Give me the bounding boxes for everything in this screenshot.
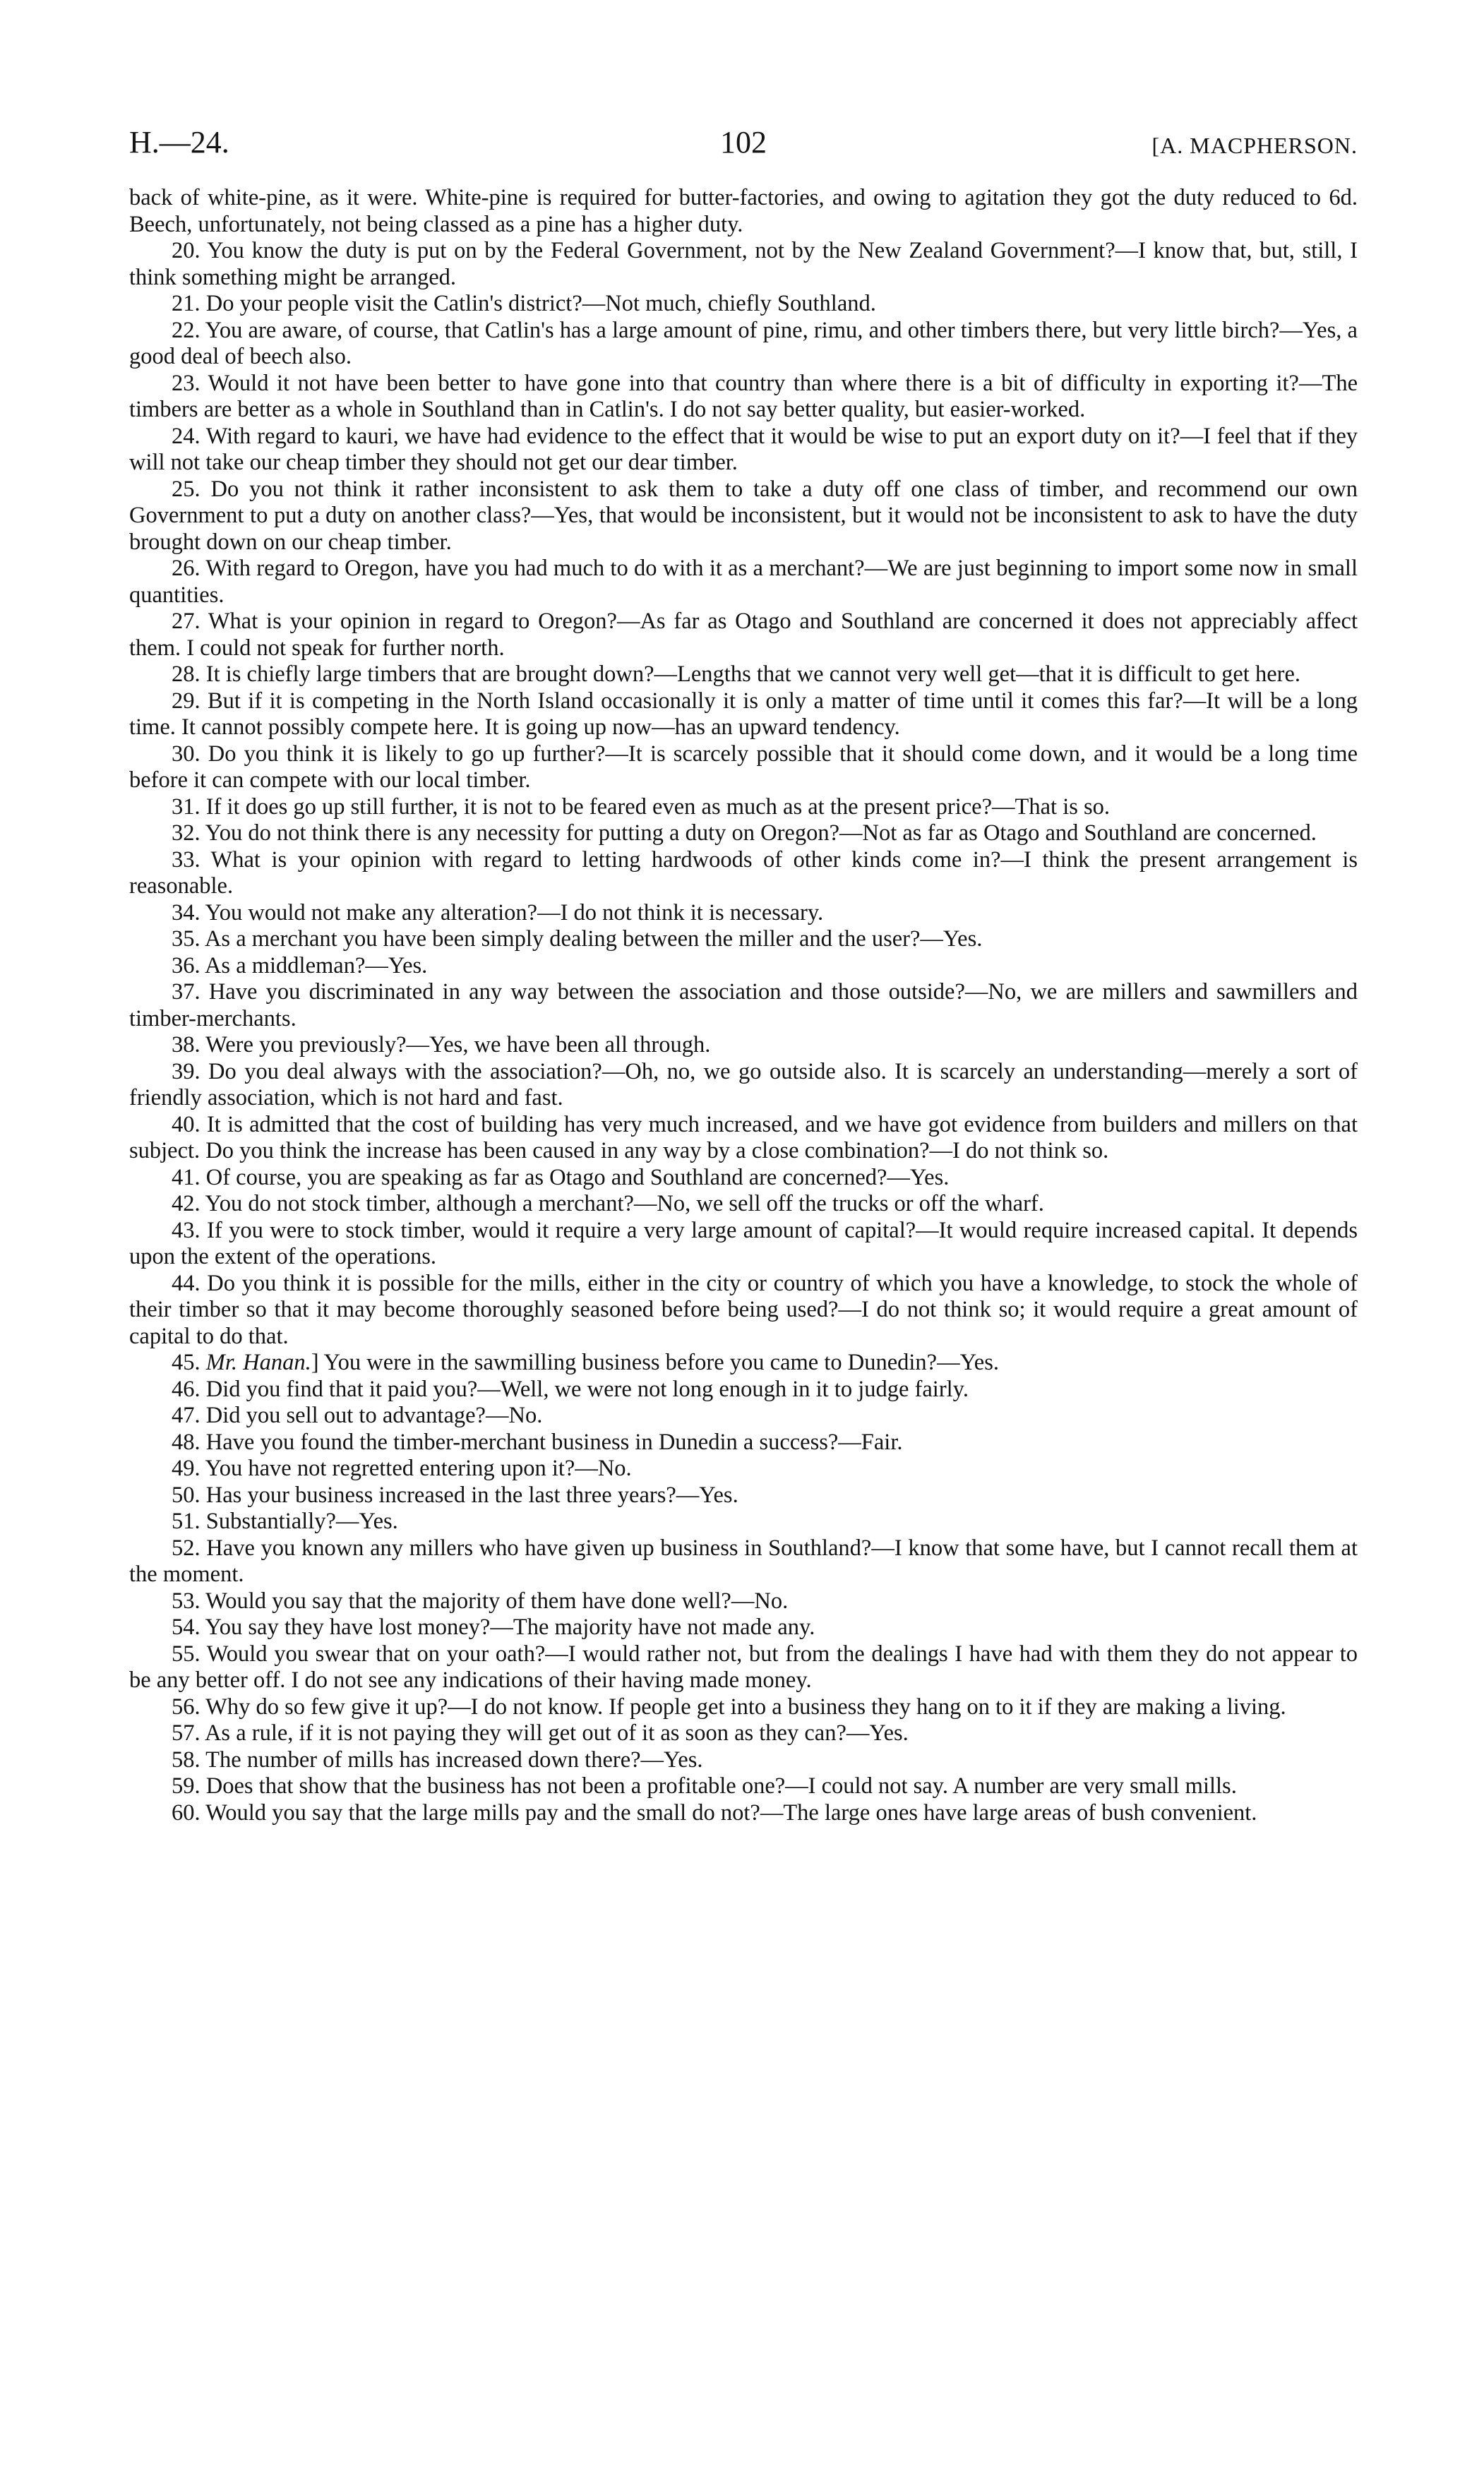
paragraph: 36. As a middleman?—Yes. [172, 952, 428, 978]
paragraph: 32. You do not think there is any necessity for putting a duty on Oregon?—Not as far as Otago and Southland are concerned. [172, 820, 1317, 846]
paragraph: 25. Do you not think it rather inconsistent to ask them to take a duty off one class of timber, and recommend our own Government to put a duty on another class?—Yes, that would be inconsistent, but it would not be inconsistent to ask to have the duty brought down on our cheap timber. [129, 476, 1358, 555]
paragraph: 46. Did you find that it paid you?—Well, we were not long enough in it to judge fairly. [172, 1376, 969, 1402]
paragraph: 56. Why do so few give it up?—I do not know. If people get into a business they hang on to it if they are making a living. [172, 1694, 1286, 1720]
paragraph: 52. Have you known any millers who have given up business in Southland?—I know that some have, but I cannot recall them at the moment. [129, 1535, 1358, 1587]
paragraph: 21. Do your people visit the Catlin's district?—Not much, chiefly Southland. [172, 291, 876, 316]
paragraph: 20. You know the duty is put on by the Federal Government, not by the New Zealand Government?—I know that, but, still, I think something might be arranged. [129, 238, 1358, 290]
paragraph: back of white-pine, as it were. White-pine is required for butter-factories, and owing to agitation they got the duty reduced to 6d. Beech, unfortunately, not being classed as a pine has a higher duty. [129, 185, 1358, 237]
paragraph: 47. Did you sell out to advantage?—No. [172, 1403, 543, 1428]
paragraph: 22. You are aware, of course, that Catlin's has a large amount of pine, rimu, and other timbers there, but very little birch?—Yes, a good deal of beech also. [129, 317, 1358, 369]
paragraph: 50. Has your business increased in the last three years?—Yes. [172, 1482, 738, 1508]
paragraph: 33. What is your opinion with regard to letting hardwoods of other kinds come in?—I think the present arrangement is reasonable. [129, 846, 1358, 899]
paragraph: 39. Do you deal always with the association?—Oh, no, we go outside also. It is scarcely an understanding—merely a sort of friendly association, which is not hard and fast. [129, 1058, 1358, 1110]
paragraph: 43. If you were to stock timber, would it require a very large amount of capital?—It would require increased capital. It depends upon the extent of the operations. [129, 1217, 1358, 1269]
paragraph: 27. What is your opinion in regard to Oregon?—As far as Otago and Southland are concerned it does not appreciably affect them. I could not speak for further north. [129, 609, 1358, 661]
speaker-name: Mr. Hanan. [205, 1350, 311, 1375]
document-reference: H.—24. [129, 125, 229, 160]
paragraph: 53. Would you say that the majority of them have done well?—No. [172, 1588, 789, 1614]
paragraph: 55. Would you swear that on your oath?—I would rather not, but from the dealings I have had with them they do not appear to be any better off. I do not see any indications of their having made money. [129, 1641, 1358, 1693]
witness-name: [A. MACPHERSON. [1151, 133, 1358, 158]
paragraph: 29. But if it is competing in the North Island occasionally it is only a matter of time until it comes this far?—It will be a long time. It cannot possibly compete here. It is going up now—has an upward tendency. [129, 688, 1358, 740]
paragraph: 48. Have you found the timber-merchant business in Dunedin a success?—Fair. [172, 1429, 903, 1455]
paragraph: 34. You would not make any alteration?—I do not think it is necessary. [172, 899, 824, 926]
paragraph: 23. Would it not have been better to have gone into that country than where there is a bit of difficulty in exporting it?—The timbers are better as a whole in Southland than in Catlin's. I do not say better quality, but easier-worked. [129, 370, 1358, 422]
paragraph-text: ] You were in the sawmilling business before you came to Dunedin?—Yes. [311, 1350, 999, 1375]
page-number: 102 [720, 125, 767, 160]
document-page [129, 120, 1358, 1826]
paragraph: 51. Substantially?—Yes. [172, 1509, 398, 1534]
paragraph: 54. You say they have lost money?—The majority have not made any. [172, 1615, 815, 1640]
question-number: 45. [172, 1350, 201, 1375]
paragraph: 57. As a rule, if it is not paying they will get out of it as soon as they can?—Yes. [172, 1720, 909, 1746]
paragraph: 30. Do you think it is likely to go up further?—It is scarcely possible that it should come down, and it would be a long time before it can compete with our local timber. [129, 741, 1358, 793]
paragraph-speaker-change [129, 1350, 1358, 1377]
paragraph: 42. You do not stock timber, although a merchant?—No, we sell off the trucks or off the wharf. [172, 1191, 1044, 1216]
paragraph: 59. Does that show that the business has not been a profitable one?—I could not say. A number are very small mills. [172, 1773, 1237, 1799]
paragraph: 58. The number of mills has increased down there?—Yes. [172, 1747, 703, 1773]
paragraph: 40. It is admitted that the cost of building has very much increased, and we have got evidence from builders and millers on that subject. Do you think the increase has been caused in any way by a close combination?—I do not think so. [129, 1111, 1358, 1163]
paragraph: 28. It is chiefly large timbers that are brought down?—Lengths that we cannot very well get—that it is difficult to get here. [172, 661, 1300, 687]
paragraph: 41. Of course, you are speaking as far as Otago and Southland are concerned?—Yes. [172, 1164, 950, 1190]
paragraph: 49. You have not regretted entering upon it?—No. [172, 1456, 632, 1481]
paragraph: 37. Have you discriminated in any way between the association and those outside?—No, we are millers and sawmillers and timber-merchants. [129, 979, 1358, 1031]
paragraph: 60. Would you say that the large mills pay and the small do not?—The large ones have large areas of bush convenient. [172, 1799, 1257, 1826]
evidence-text [129, 185, 1358, 1826]
paragraph: 26. With regard to Oregon, have you had much to do with it as a merchant?—We are just beginning to import some now in small quantities. [129, 556, 1358, 608]
paragraph: 35. As a merchant you have been simply dealing between the miller and the user?—Yes. [172, 926, 983, 952]
paragraph: 44. Do you think it is possible for the mills, either in the city or country of which you have a knowledge, to stock the whole of their timber so that it may become thoroughly seasoned before being used?—I do not think so; it would require a great amount of capital to do that. [129, 1270, 1358, 1349]
page-header [129, 120, 1358, 169]
paragraph: 31. If it does go up still further, it is not to be feared even as much as at the present price?—That is so. [172, 793, 1111, 820]
paragraph: 24. With regard to kauri, we have had evidence to the effect that it would be wise to put an export duty on it?—I feel that if they will not take our cheap timber they should not get our dear timber. [129, 423, 1358, 475]
paragraph: 38. Were you previously?—Yes, we have been all through. [172, 1032, 711, 1058]
